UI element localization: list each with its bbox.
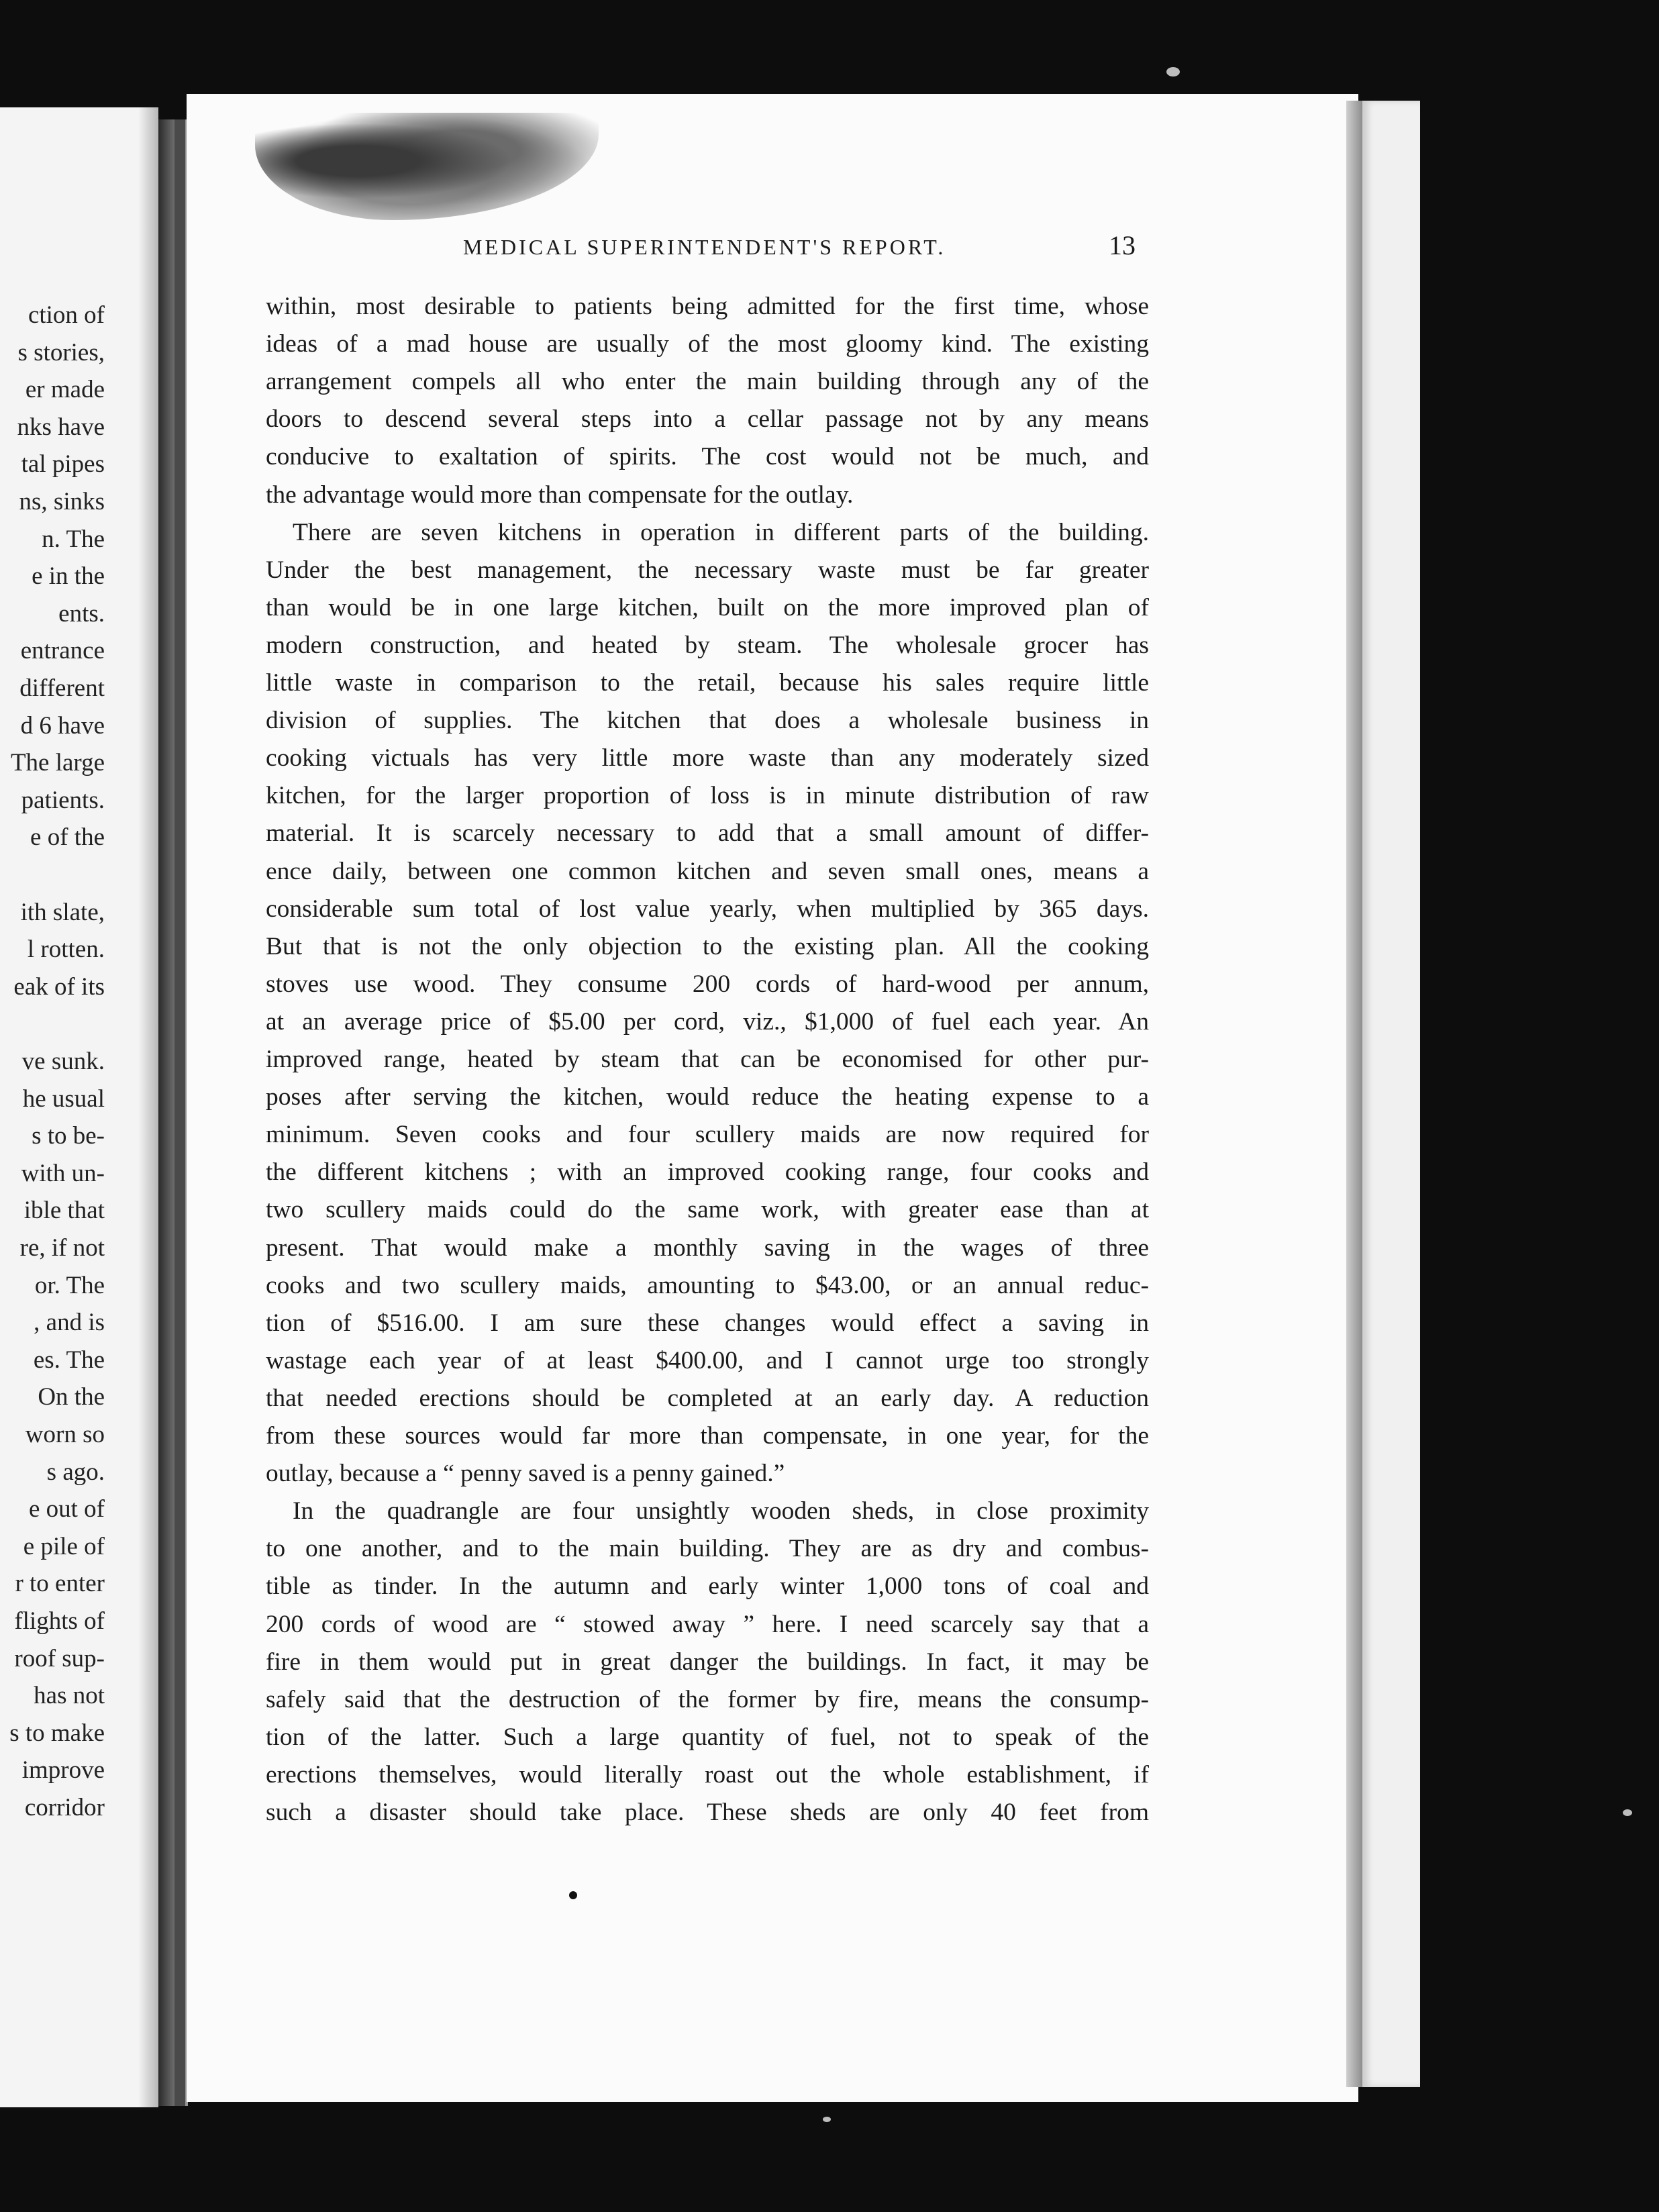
body-line: the different kitchens ; with an improved cooking range, four cooks and	[266, 1158, 1149, 1187]
body-line: modern construction, and heated by steam. The wholesale grocer has	[266, 631, 1149, 659]
body-line: stoves use wood. They consume 200 cords of hard-wood per annum,	[266, 970, 1149, 998]
left-page-line: roof sup-	[14, 1644, 105, 1672]
left-page-line: ction of	[28, 301, 105, 329]
body-line: There are seven kitchens in operation in different parts of the building.	[293, 518, 1149, 546]
left-page-shadow	[138, 107, 158, 2107]
scan-speck	[823, 2117, 831, 2122]
left-page-line: r to enter	[15, 1570, 105, 1598]
body-line: minimum. Seven cooks and four scullery maids are now required for	[266, 1121, 1149, 1149]
left-page-line: s to be-	[32, 1122, 105, 1150]
left-page-line: l rotten.	[27, 936, 105, 964]
body-line: fire in them would put in great danger the buildings. In fact, it may be	[266, 1648, 1149, 1676]
page-stack-edge	[1362, 101, 1420, 2087]
left-page-line: ve sunk.	[21, 1048, 105, 1075]
left-page-line: , and is	[34, 1309, 105, 1337]
left-page-line: n. The	[42, 525, 105, 553]
body-line: tion of $516.00. I am sure these changes would effect a saving in	[266, 1309, 1149, 1337]
body-line: In the quadrangle are four unsightly wooden sheds, in close proximity	[293, 1497, 1149, 1525]
page-number: 13	[1109, 230, 1136, 260]
left-page-line: ents.	[58, 599, 105, 627]
scan-speck	[1623, 1809, 1632, 1816]
left-page-line: improve	[21, 1756, 105, 1784]
body-line: division of supplies. The kitchen that does a wholesale business in	[266, 707, 1149, 735]
body-line: cooking victuals has very little more waste than any moderately sized	[266, 744, 1149, 772]
left-page-line: e in the	[32, 562, 105, 591]
body-line: within, most desirable to patients being admitted for the first time, whose	[266, 293, 1149, 320]
body-line: from these sources would far more than compensate, in one year, for the	[266, 1422, 1149, 1450]
left-page-line: ns, sinks	[19, 488, 105, 515]
left-page-line: flights of	[14, 1607, 105, 1635]
left-page-line: worn so	[25, 1421, 105, 1448]
left-page-line: eak of its	[13, 972, 105, 1001]
left-page-line: ible that	[23, 1197, 105, 1225]
left-page-line: or. The	[34, 1271, 105, 1299]
left-page-line: entrance	[20, 637, 105, 665]
body-line: at an average price of $5.00 per cord, viz., $1,000 of fuel each year. An	[266, 1007, 1149, 1036]
left-page-line: The large	[10, 749, 105, 777]
page-edge-shadow	[1346, 101, 1362, 2087]
scan-speck	[1166, 67, 1180, 77]
left-page-line: s ago.	[46, 1458, 105, 1486]
left-page-line: re, if not	[19, 1234, 105, 1262]
ink-dot	[569, 1891, 577, 1899]
body-line: But that is not the only objection to the existing plan. All the cooking	[266, 932, 1149, 960]
body-line: material. It is scarcely necessary to add that a small amount of differ-	[266, 819, 1149, 848]
body-line: conducive to exaltation of spirits. The cost would not be much, and	[266, 443, 1149, 471]
body-line: erections themselves, would literally roast out the whole establishment, if	[266, 1760, 1149, 1789]
left-page-line: e out of	[28, 1495, 105, 1523]
left-page-line: different	[19, 674, 105, 702]
left-page-line: On the	[38, 1383, 105, 1411]
body-line: outlay, because a “ penny saved is a penny gained.”	[266, 1460, 785, 1488]
left-page-line: with un-	[21, 1159, 105, 1187]
left-page-line: er made	[25, 376, 105, 404]
body-line: present. That would make a monthly saving in the wages of three	[266, 1234, 1149, 1262]
body-line: that needed erections should be completed at an early day. A reduction	[266, 1384, 1149, 1412]
left-page-line: e pile of	[23, 1532, 105, 1560]
body-line: wastage each year of at least $400.00, and I cannot urge too strongly	[266, 1346, 1149, 1374]
left-page-line: tal pipes	[21, 450, 105, 479]
left-page-line: s to make	[9, 1719, 105, 1747]
left-page-line: corridor	[24, 1794, 105, 1821]
body-line: cooks and two scullery maids, amounting to $43.00, or an annual reduc-	[266, 1271, 1149, 1299]
body-line: tion of the latter. Such a large quantity of fuel, not to speak of the	[266, 1723, 1149, 1751]
left-page-line: e of the	[30, 823, 105, 852]
body-line: arrangement compels all who enter the main building through any of the	[266, 368, 1149, 396]
body-line: kitchen, for the larger proportion of loss is in minute distribution of raw	[266, 782, 1149, 810]
left-page-line: nks have	[17, 413, 105, 441]
body-line: safely said that the destruction of the former by fire, means the consump-	[266, 1685, 1149, 1713]
body-line: ence daily, between one common kitchen and seven small ones, means a	[266, 857, 1149, 885]
body-line: little waste in comparison to the retail, because his sales require little	[266, 669, 1149, 697]
left-page-line: he usual	[22, 1085, 105, 1113]
body-line: the advantage would more than compensate for the outlay.	[266, 481, 854, 509]
gutter-strip	[174, 119, 185, 2106]
body-line: improved range, heated by steam that can be economised for other pur-	[266, 1046, 1149, 1073]
left-page-line: es. The	[33, 1346, 105, 1374]
body-line: ideas of a mad house are usually of the most gloomy kind. The existing	[266, 330, 1149, 358]
left-page-line: patients.	[21, 786, 105, 814]
body-line: two scullery maids could do the same work, with greater ease than at	[266, 1196, 1149, 1224]
left-page-line: has not	[34, 1682, 105, 1710]
left-page-line: ith slate,	[20, 898, 105, 926]
left-page-line: s stories,	[17, 338, 105, 366]
body-line: tible as tinder. In the autumn and early winter 1,000 tons of coal and	[266, 1572, 1149, 1601]
body-line: such a disaster should take place. These sheds are only 40 feet from	[266, 1799, 1149, 1826]
running-head: MEDICAL SUPERINTENDENT'S REPORT.	[463, 235, 946, 259]
body-line: to one another, and to the main building. They are as dry and combus-	[266, 1535, 1149, 1563]
left-page-line: d 6 have	[20, 711, 105, 740]
body-line: poses after serving the kitchen, would reduce the heating expense to a	[266, 1083, 1149, 1111]
body-line: considerable sum total of lost value yearly, when multiplied by 365 days.	[266, 895, 1149, 923]
body-line: Under the best management, the necessary waste must be far greater	[266, 556, 1149, 584]
body-line: than would be in one large kitchen, built on the more improved plan of	[266, 593, 1149, 621]
body-line: doors to descend several steps into a cellar passage not by any means	[266, 405, 1149, 434]
body-line: 200 cords of wood are “ stowed away ” here. I need scarcely say that a	[266, 1610, 1149, 1638]
